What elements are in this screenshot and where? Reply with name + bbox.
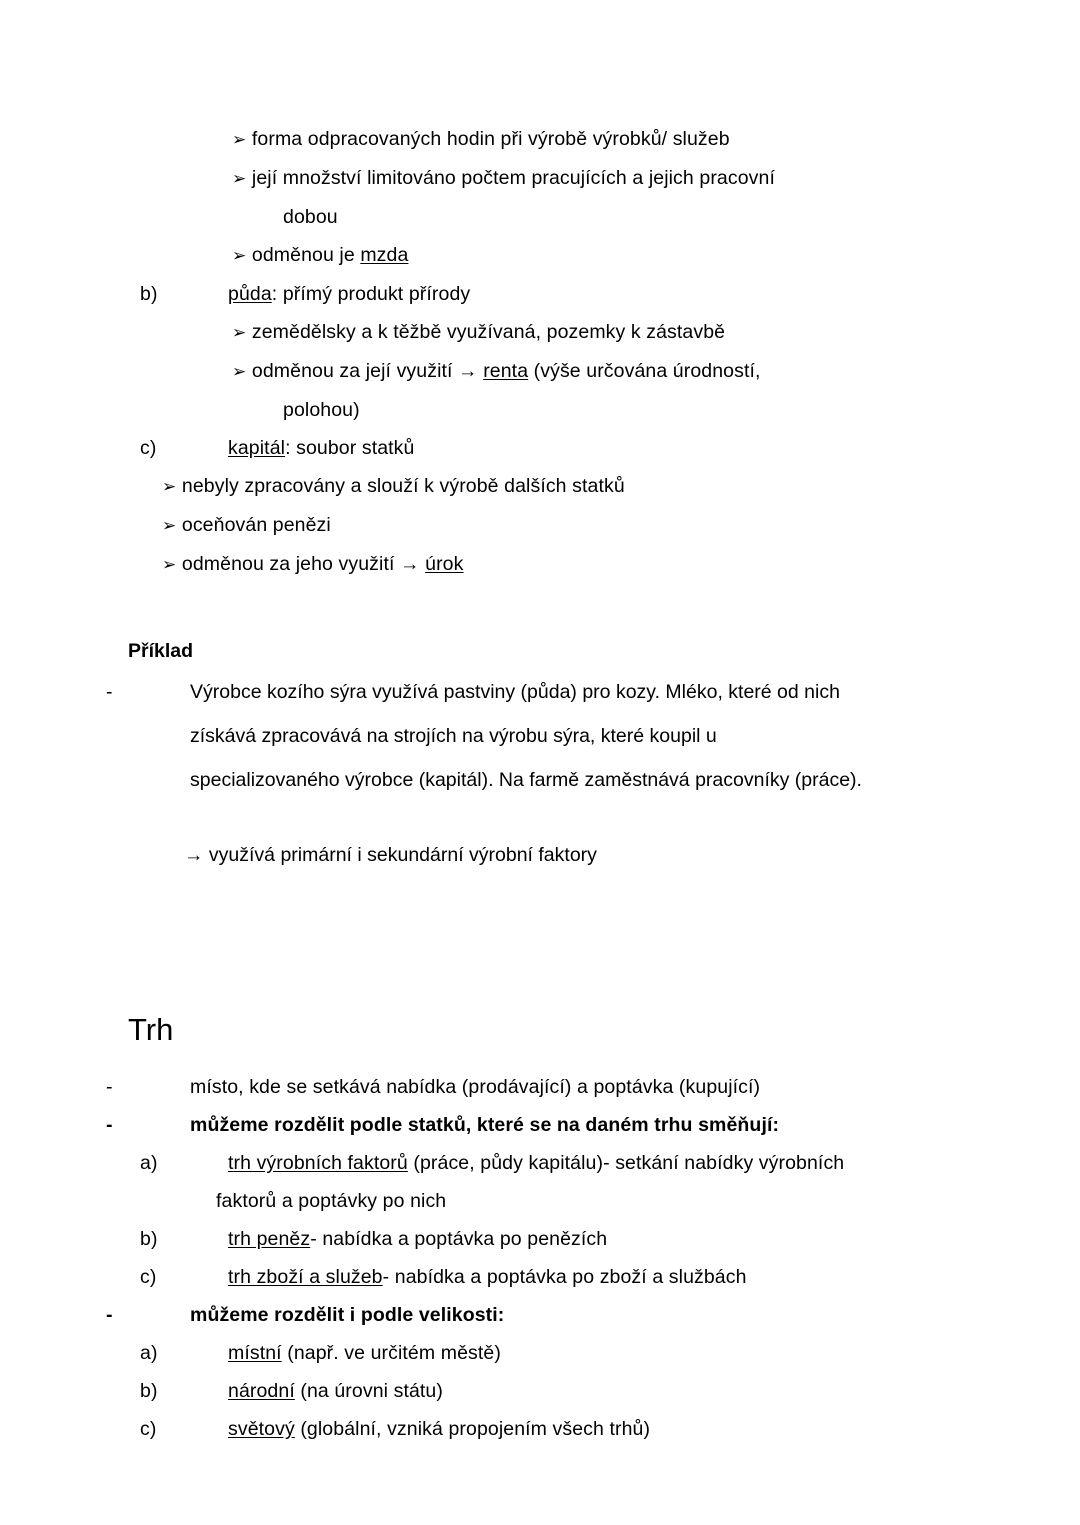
underlined-term: trh zboží a služeb [228, 1266, 383, 1288]
list-marker: - [106, 681, 113, 703]
list-item [128, 352, 970, 391]
list-item-text: odměnou za její využití → [251, 360, 484, 382]
arrow-bullet-icon: ➢ [162, 516, 177, 536]
arrow-bullet-icon: ➢ [232, 323, 247, 343]
underlined-term: místní [228, 1342, 282, 1364]
list-item-text-after: (práce, půdy kapitálu)- setkání nabídky výrobních [407, 1152, 845, 1174]
list-item-text: můžeme rozdělit podle statků, které se na daném trhu směňují: [190, 1114, 780, 1136]
arrow-bullet-icon: ➢ [232, 169, 247, 189]
list-item [128, 1372, 970, 1410]
list-item-text-after: - nabídka a poptávka po zboží a službách [382, 1266, 747, 1288]
list-item [128, 429, 970, 467]
example-label: Příklad [128, 640, 194, 662]
arrow-bullet-icon: ➢ [162, 555, 177, 575]
list-item-text: můžeme rozdělit i podle velikosti: [190, 1304, 505, 1326]
example-conclusion: → využívá primární i sekundární výrobní faktory [184, 844, 597, 866]
list-item-text: nebyly zpracovány a slouží k výrobě dalších statků [181, 475, 625, 497]
list-marker: - [106, 1304, 113, 1326]
list-item [106, 1296, 970, 1334]
example-block [106, 632, 970, 874]
list-item [128, 1220, 970, 1258]
list-item-text: oceňován penězi [181, 514, 331, 536]
list-item-text-after: - nabídka a poptávka po penězích [310, 1228, 608, 1250]
list-item-continuation [128, 391, 970, 429]
example-paragraph-line [128, 714, 970, 758]
example-paragraph-line [128, 758, 970, 802]
list-marker: c) [140, 437, 157, 459]
list-item-text-after: (na úrovni státu) [294, 1380, 443, 1402]
list-item-continuation [128, 1182, 970, 1220]
example-text: získává zpracovává na strojích na výrobu sýra, které koupil u [190, 725, 717, 747]
underlined-term: úrok [425, 553, 464, 575]
underlined-term: mzda [360, 244, 409, 266]
example-text: Výrobce kozího sýra využívá pastviny (půda) pro kozy. Mléko, které od nich [190, 681, 840, 703]
example-text: specializovaného výrobce (kapitál). Na farmě zaměstnává pracovníky (práce). [190, 769, 862, 791]
underlined-term: kapitál [228, 437, 286, 459]
list-item [128, 236, 970, 275]
list-item-text: místo, kde se setkává nabídka (prodávající) a poptávka (kupující) [190, 1076, 761, 1098]
list-item [106, 1106, 970, 1144]
underlined-term: národní [228, 1380, 295, 1402]
underlined-term: světový [228, 1418, 295, 1440]
list-item [128, 506, 970, 545]
trh-list [106, 1068, 970, 1448]
production-factors-list [128, 120, 970, 584]
page-title: Trh [128, 1012, 174, 1047]
list-marker: - [106, 1114, 113, 1136]
list-item-text: polohou) [283, 399, 360, 421]
arrow-bullet-icon: ➢ [232, 246, 247, 266]
trh-section [128, 1010, 970, 1050]
list-item [128, 1144, 970, 1182]
list-item [128, 545, 970, 584]
list-item-continuation [128, 198, 970, 236]
list-item [128, 1334, 970, 1372]
underlined-term: renta [483, 360, 529, 382]
list-item [128, 313, 970, 352]
list-item [128, 1258, 970, 1296]
list-item [128, 1410, 970, 1448]
list-item-text-after: (např. ve určitém městě) [281, 1342, 501, 1364]
list-marker: b) [140, 1380, 158, 1402]
list-item [128, 159, 970, 198]
list-item-text: odměnou je [251, 244, 361, 266]
list-item [128, 467, 970, 506]
underlined-term: půda [228, 283, 272, 305]
arrow-bullet-icon: ➢ [232, 130, 247, 150]
underlined-term: trh výrobních faktorů [228, 1152, 408, 1174]
list-item-text-after: : přímý produkt přírody [271, 283, 471, 305]
list-marker: c) [140, 1418, 157, 1440]
list-marker: - [106, 1076, 113, 1098]
list-item-text-after: (výše určována úrodností, [528, 360, 761, 382]
list-item [106, 1068, 970, 1106]
list-item-text: forma odpracovaných hodin při výrobě výrobků/ služeb [251, 128, 730, 150]
arrow-bullet-icon: ➢ [162, 477, 177, 497]
list-item-text: zemědělsky a k těžbě využívaná, pozemky k zástavbě [251, 321, 726, 343]
list-item-text: její množství limitováno počtem pracujících a jejich pracovní [251, 167, 775, 189]
list-item-text: odměnou za jeho využití → [181, 553, 426, 575]
list-marker: a) [140, 1152, 158, 1174]
list-marker: a) [140, 1342, 158, 1364]
list-marker: c) [140, 1266, 157, 1288]
underlined-term: trh peněz [228, 1228, 311, 1250]
list-item-text-after: (globální, vzniká propojením všech trhů) [294, 1418, 651, 1440]
list-item-text: dobou [283, 206, 338, 228]
list-item [128, 120, 970, 159]
list-marker: b) [140, 1228, 158, 1250]
list-item [128, 275, 970, 313]
arrow-bullet-icon: ➢ [232, 362, 247, 382]
example-paragraph-line [106, 670, 970, 714]
list-item-text: faktorů a poptávky po nich [216, 1190, 447, 1212]
list-item-text-after: : soubor statků [285, 437, 415, 459]
list-marker: b) [140, 283, 158, 305]
